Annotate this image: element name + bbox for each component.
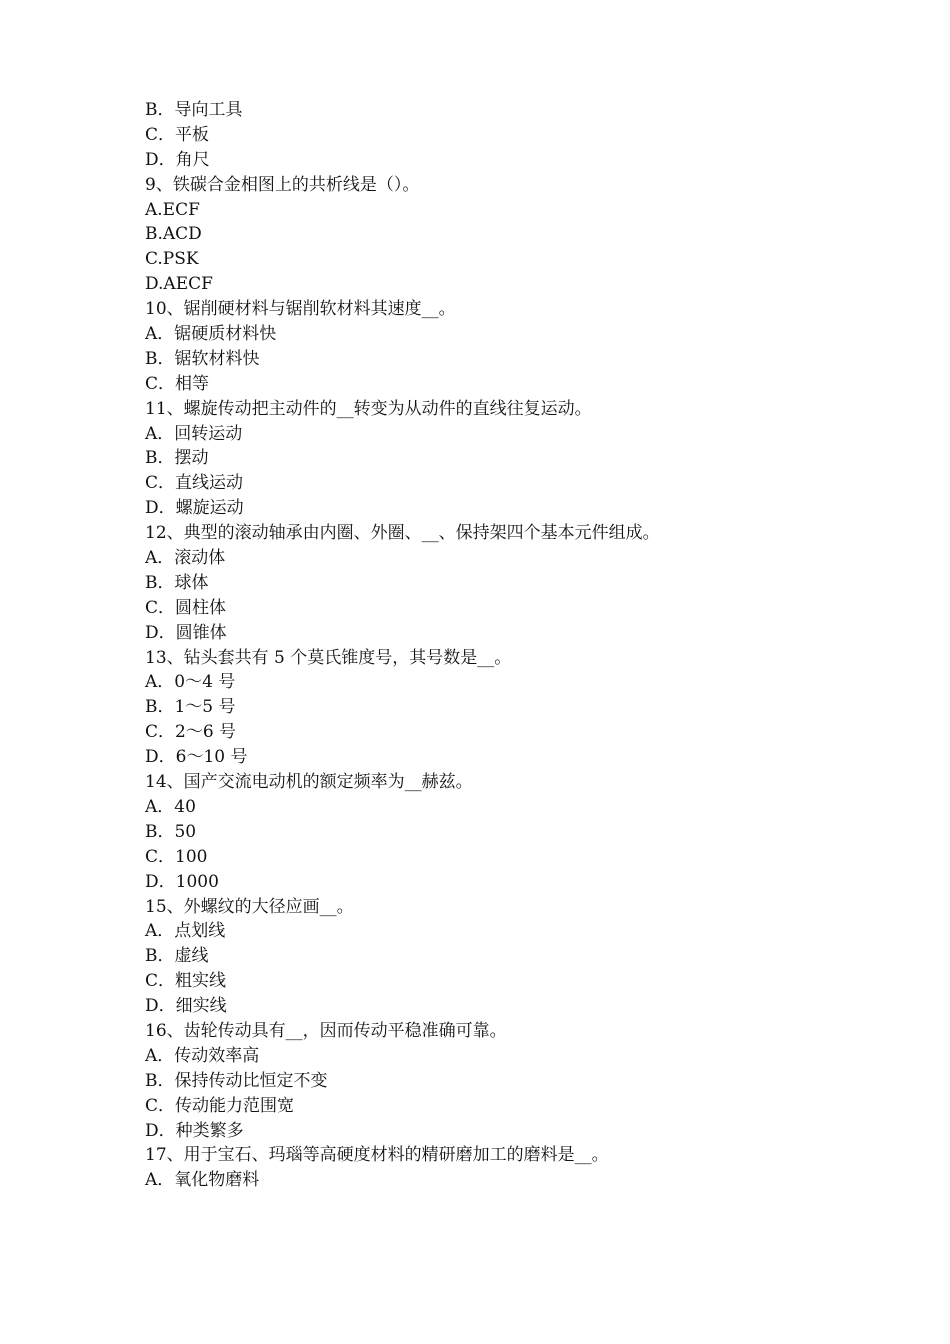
option-line: D．圆锥体 xyxy=(145,622,227,643)
option-line: C．相等 xyxy=(145,373,210,394)
option-line: B．摆动 xyxy=(145,448,209,469)
option-line: C．粗实线 xyxy=(145,971,227,992)
question-line: 13、钻头套共有 5 个莫氏锥度号，其号数是__。 xyxy=(145,647,512,668)
option-line: C.PSK xyxy=(145,249,199,270)
option-line: D．1000 xyxy=(145,871,219,892)
option-line: B．导向工具 xyxy=(145,100,243,120)
option-line: B．锯软材料快 xyxy=(145,348,260,369)
question-line: 12、典型的滚动轴承由内圈、外圈、__、保持架四个基本元件组成。 xyxy=(145,523,660,544)
option-line: A．40 xyxy=(145,796,196,817)
question-line: 14、国产交流电动机的额定频率为__赫兹。 xyxy=(145,772,473,793)
option-line: C．圆柱体 xyxy=(145,597,227,618)
option-line: B．50 xyxy=(145,821,197,842)
option-line: C．平板 xyxy=(145,124,210,145)
question-line: 9、铁碳合金相图上的共析线是（）。 xyxy=(145,174,420,195)
question-line: 10、锯削硬材料与锯削软材料其速度__。 xyxy=(145,299,456,320)
option-line: D．螺旋运动 xyxy=(145,498,244,519)
option-line: B．1～5 号 xyxy=(145,697,236,718)
option-line: A．点划线 xyxy=(145,921,226,942)
option-line: C．2～6 号 xyxy=(145,722,237,743)
option-line: D．角尺 xyxy=(145,149,210,170)
document-text xyxy=(145,98,865,1193)
option-line: B．保持传动比恒定不变 xyxy=(145,1070,328,1091)
option-line: B．虚线 xyxy=(145,946,209,967)
option-line: D．种类繁多 xyxy=(145,1120,244,1141)
option-line: B．球体 xyxy=(145,572,209,593)
option-line: A．回转运动 xyxy=(145,423,243,444)
option-line: A.ECF xyxy=(145,199,200,220)
option-line: D.AECF xyxy=(145,274,213,295)
option-line: A．0～4 号 xyxy=(145,672,236,693)
question-line: 16、齿轮传动具有__，因而传动平稳准确可靠。 xyxy=(145,1020,507,1041)
option-line: B.ACD xyxy=(145,224,202,245)
option-line: D．6～10 号 xyxy=(145,747,248,768)
option-line: A．传动效率高 xyxy=(145,1045,260,1066)
option-line: D．细实线 xyxy=(145,996,227,1017)
option-line: A．锯硬质材料快 xyxy=(145,324,277,345)
option-line: A．滚动体 xyxy=(145,548,226,569)
option-line: A．氧化物磨料 xyxy=(145,1170,260,1191)
option-line: C．直线运动 xyxy=(145,473,244,494)
question-line: 17、用于宝石、玛瑙等高硬度材料的精研磨加工的磨料是__。 xyxy=(145,1145,609,1166)
option-line: C．100 xyxy=(145,846,208,867)
option-line: C．传动能力范围宽 xyxy=(145,1095,295,1116)
question-line: 11、螺旋传动把主动件的__转变为从动件的直线往复运动。 xyxy=(145,398,592,419)
question-line: 15、外螺纹的大径应画__。 xyxy=(145,896,354,917)
